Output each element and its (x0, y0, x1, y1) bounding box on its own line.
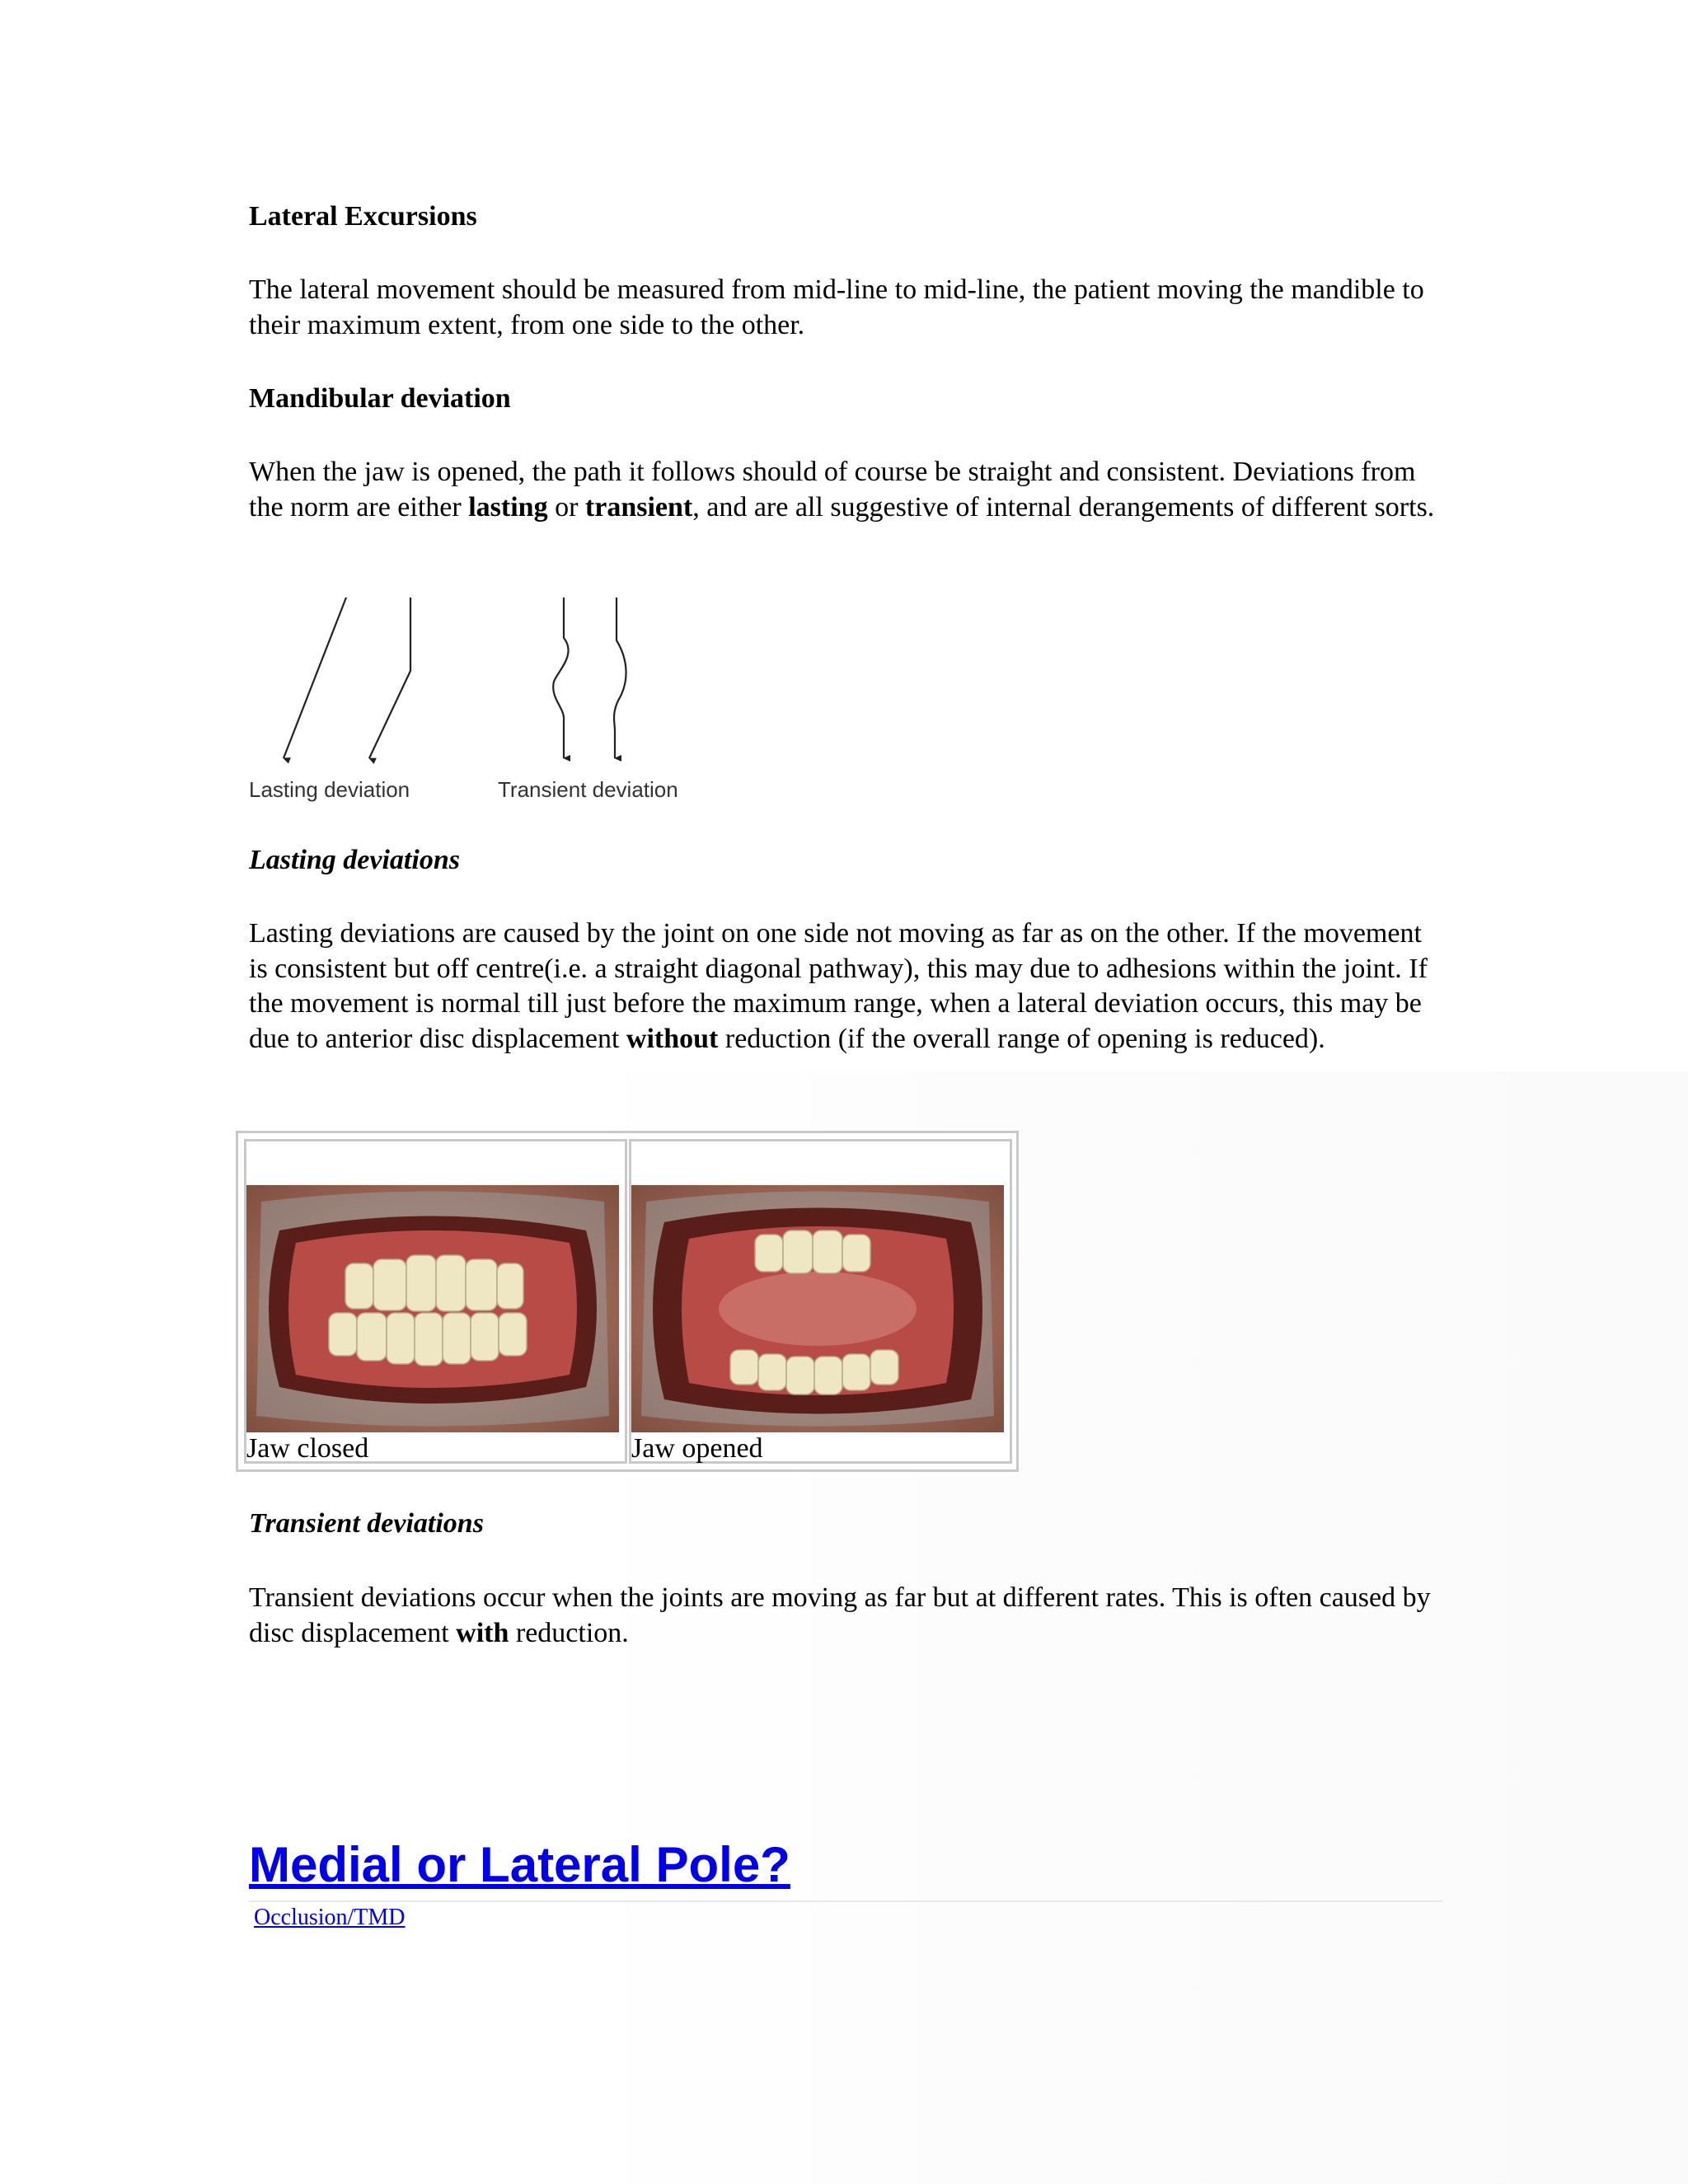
breadcrumb-link-occlusion-tmd[interactable]: Occlusion/TMD (254, 1905, 406, 1930)
transient-left-path (553, 598, 568, 758)
paragraph-lasting-deviations: Lasting deviations are caused by the joint on one side not moving as far as on the other. If the movement is consistent but off centre(i.e. a straight diagonal pathway), this may due to adhesions within the joint. If the movement is normal till just before the maximum range, when a lateral deviation occurs, this may be due to anterior disc displacement without reduction (if the overall range of opening is reduced). (249, 918, 1428, 1054)
next-topic-link[interactable]: Medial or Lateral Pole? (249, 1837, 790, 1892)
heading-lasting-deviations: Lasting deviations (249, 845, 460, 875)
caption-jaw-opened: Jaw opened (631, 1433, 763, 1464)
jaw-opened-photo (631, 1185, 1004, 1432)
bold-with: with (456, 1617, 509, 1648)
label-lasting-deviation: Lasting deviation (249, 777, 410, 802)
bold-lasting: lasting (468, 491, 548, 523)
caption-jaw-closed: Jaw closed (246, 1433, 369, 1464)
lasting-straight-path (284, 598, 346, 758)
heading-mandibular-deviation: Mandibular deviation (249, 383, 511, 414)
heading-transient-deviations: Transient deviations (249, 1508, 484, 1539)
jaw-photo-table (236, 1131, 1019, 1472)
heading-lateral-excursions: Lateral Excursions (249, 201, 477, 232)
deviation-diagram (249, 595, 710, 809)
bold-without: without (626, 1023, 719, 1054)
lasting-late-path (369, 598, 410, 758)
jaw-closed-photo (246, 1185, 619, 1432)
cell-jaw-closed (244, 1139, 627, 1464)
cell-jaw-opened (629, 1139, 1012, 1464)
deviation-paths-graphic (249, 595, 710, 772)
bold-transient: transient (584, 491, 693, 523)
transient-right-path (614, 598, 626, 758)
paragraph-transient-deviations: Transient deviations occur when the joints are moving as far but at different rates. This is often caused by disc displacement with reduction. (249, 1582, 1431, 1648)
label-transient-deviation: Transient deviation (498, 777, 678, 802)
divider (249, 1900, 1442, 1902)
paragraph-mandibular-deviation: When the jaw is opened, the path it follows should of course be straight and consistent. Deviations from the norm are either lasting or transient, and are all suggestive of internal derangements of different sorts. (249, 457, 1435, 523)
paragraph-lateral-excursions: The lateral movement should be measured from mid-line to mid-line, the patient moving the mandible to their maximum extent, from one side to the other. (249, 274, 1424, 340)
